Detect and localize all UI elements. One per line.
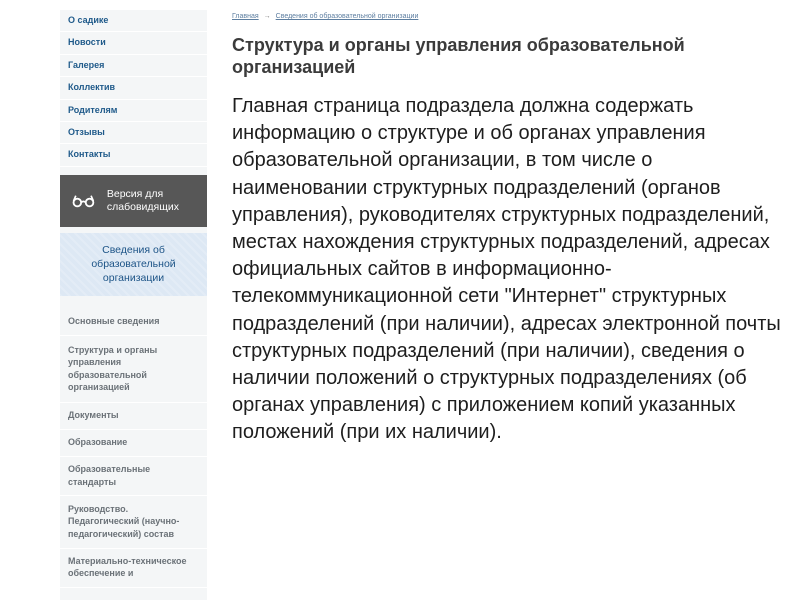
subnav-item-standards[interactable]: Образовательные стандарты	[60, 457, 207, 496]
glasses-icon	[72, 191, 95, 211]
subnav-item-facilities[interactable]: Материально-техническое обеспечение и	[60, 549, 207, 588]
subnav-item-basic-info[interactable]: Основные сведения	[60, 308, 207, 336]
subnav-item-documents[interactable]: Документы	[60, 403, 207, 430]
org-info-button[interactable]	[60, 233, 207, 296]
subnav-item-structure[interactable]: Структура и органы управления образовательной организацией	[60, 336, 207, 403]
subnav-item-education[interactable]: Образование	[60, 430, 207, 457]
slide-text: Главная страница подраздела должна содержать информацию о структуре и об органах управления образовательной организации, в том числе о наименовании структурных подразделений (органов управления), руководителях структурных подразделений, местах нахождения структурных подразделений, адресах официальных сайтов в информационно-телекоммуникационной сети "Интернет" структурных подразделений (при наличии), адресах электронной почты структурных подразделений (при наличии), сведения о наличии положений о структурных подразделениях (об органах управления) с приложением копий указанных положений (при их наличии).	[232, 95, 781, 444]
visually-impaired-version-button[interactable]	[60, 175, 207, 227]
nav-item-news[interactable]: Новости	[60, 32, 207, 54]
sidebar	[60, 10, 207, 600]
visually-impaired-label: Версия для слабовидящих	[106, 187, 179, 213]
nav-item-parents[interactable]: Родителям	[60, 100, 207, 122]
main-nav	[60, 10, 207, 167]
page-title: Структура и органы управления образовательной организацией	[232, 35, 685, 77]
nav-item-about[interactable]: О садике	[60, 10, 207, 32]
nav-item-contacts[interactable]: Контакты	[60, 144, 207, 166]
nav-item-gallery[interactable]: Галерея	[60, 55, 207, 77]
breadcrumb-current[interactable]: Сведения об образовательной организации	[275, 13, 419, 20]
main-content	[232, 10, 792, 78]
org-info-label: Сведения об образовательной организации	[91, 244, 176, 285]
breadcrumb-home-link[interactable]: Главная	[232, 13, 259, 20]
org-info-subnav	[60, 308, 207, 588]
breadcrumb	[232, 10, 792, 24]
nav-item-reviews[interactable]: Отзывы	[60, 122, 207, 144]
breadcrumb-separator: →	[263, 13, 271, 20]
nav-item-staff[interactable]: Коллектив	[60, 77, 207, 99]
subnav-item-management[interactable]: Руководство. Педагогический (научно-педагогический) состав	[60, 496, 207, 549]
